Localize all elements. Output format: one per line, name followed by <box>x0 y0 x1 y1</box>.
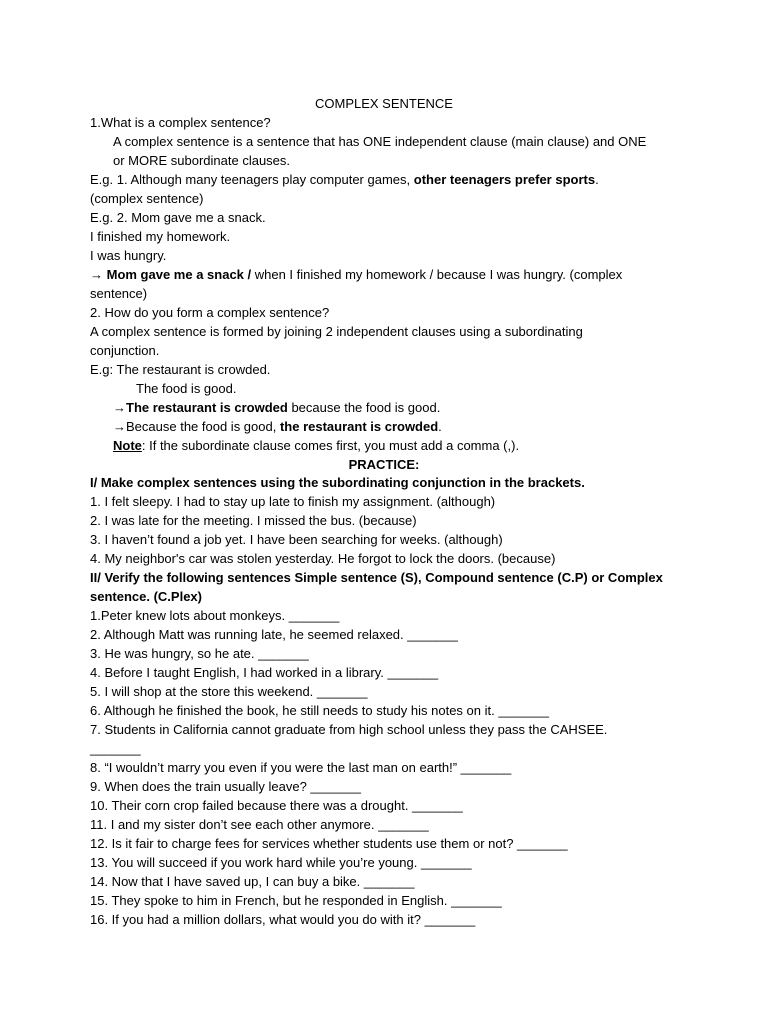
part-2-item: 4. Before I taught English, I had worked in a library. _______ <box>90 665 439 680</box>
page-title: COMPLEX SENTENCE <box>315 96 453 111</box>
q2-example-line-2: The food is good. <box>136 381 237 396</box>
part-2-item: 9. When does the train usually leave? _______ <box>90 779 362 794</box>
arrow-icon: → <box>113 419 126 434</box>
question-2-heading: 2. How do you form a complex sentence? <box>90 305 330 320</box>
part-2-item: 1.Peter knew lots about monkeys. _______ <box>90 608 340 623</box>
part-2-item: 16. If you had a million dollars, what would you do with it? _______ <box>90 912 476 927</box>
example-2-line-2: I finished my homework. <box>90 229 231 244</box>
part-2-heading-2: sentence. (C.Plex) <box>90 589 202 604</box>
arrow-icon: → <box>90 267 103 282</box>
practice-title: PRACTICE: <box>348 457 420 472</box>
question-2-body-1: A complex sentence is formed by joining 2 independent clauses using a subordinating <box>90 324 583 339</box>
part-2-item: 2. Although Matt was running late, he seemed relaxed. _______ <box>90 627 458 642</box>
arrow-icon: → <box>113 400 126 415</box>
definition-line-1: A complex sentence is a sentence that has ONE independent clause (main clause) and ONE <box>113 134 647 149</box>
part-1-item: 1. I felt sleepy. I had to stay up late to finish my assignment. (although) <box>90 494 496 509</box>
q2-note: Note: If the subordinate clause comes first, you must add a comma (,). <box>113 438 520 453</box>
part-1-item: 3. I haven’t found a job yet. I have been searching for weeks. (although) <box>90 532 503 547</box>
part-1-heading: I/ Make complex sentences using the subordinating conjunction in the brackets. <box>90 475 585 490</box>
definition-line-2: or MORE subordinate clauses. <box>113 153 291 168</box>
question-2-body-2: conjunction. <box>90 343 160 358</box>
q2-result-1: →The restaurant is crowded because the food is good. <box>113 400 441 415</box>
part-2-item: 5. I will shop at the store this weekend. _______ <box>90 684 368 699</box>
part-2-item-blank: _______ <box>90 741 141 756</box>
example-1-line: E.g. 1. Although many teenagers play computer games, other teenagers prefer sports. <box>90 172 599 187</box>
part-2-item: 15. They spoke to him in French, but he responded in English. _______ <box>90 893 502 908</box>
question-1-heading: 1.What is a complex sentence? <box>90 115 271 130</box>
example-2-result: → Mom gave me a snack / when I finished my homework / because I was hungry. (complex <box>90 267 623 282</box>
part-2-item: 10. Their corn crop failed because there was a drought. _______ <box>90 798 463 813</box>
part-2-item: 13. You will succeed if you work hard while you’re young. _______ <box>90 855 472 870</box>
part-2-item: 11. I and my sister don’t see each other anymore. _______ <box>90 817 429 832</box>
part-2-item: 8. “I wouldn’t marry you even if you were the last man on earth!” _______ <box>90 760 512 775</box>
part-2-item: 3. He was hungry, so he ate. _______ <box>90 646 309 661</box>
part-1-item: 2. I was late for the meeting. I missed the bus. (because) <box>90 513 417 528</box>
part-2-heading-1: II/ Verify the following sentences Simple sentence (S), Compound sentence (C.P) or Complex <box>90 570 663 585</box>
part-2-item: 6. Although he finished the book, he still needs to study his notes on it. _______ <box>90 703 549 718</box>
example-1-note: (complex sentence) <box>90 191 204 206</box>
q2-example-line-1: E.g: The restaurant is crowded. <box>90 362 271 377</box>
example-2-line-3: I was hungry. <box>90 248 167 263</box>
q2-result-2: →Because the food is good, the restaurant is crowded. <box>113 419 442 434</box>
part-2-item: 12. Is it fair to charge fees for services whether students use them or not? _______ <box>90 836 568 851</box>
example-2-result-end: sentence) <box>90 286 148 301</box>
part-1-item: 4. My neighbor's car was stolen yesterday. He forgot to lock the doors. (because) <box>90 551 556 566</box>
part-2-item: 7. Students in California cannot graduate from high school unless they pass the CAHSEE. <box>90 722 608 737</box>
example-2-line-1: E.g. 2. Mom gave me a snack. <box>90 210 266 225</box>
part-2-item: 14. Now that I have saved up, I can buy a bike. _______ <box>90 874 415 889</box>
